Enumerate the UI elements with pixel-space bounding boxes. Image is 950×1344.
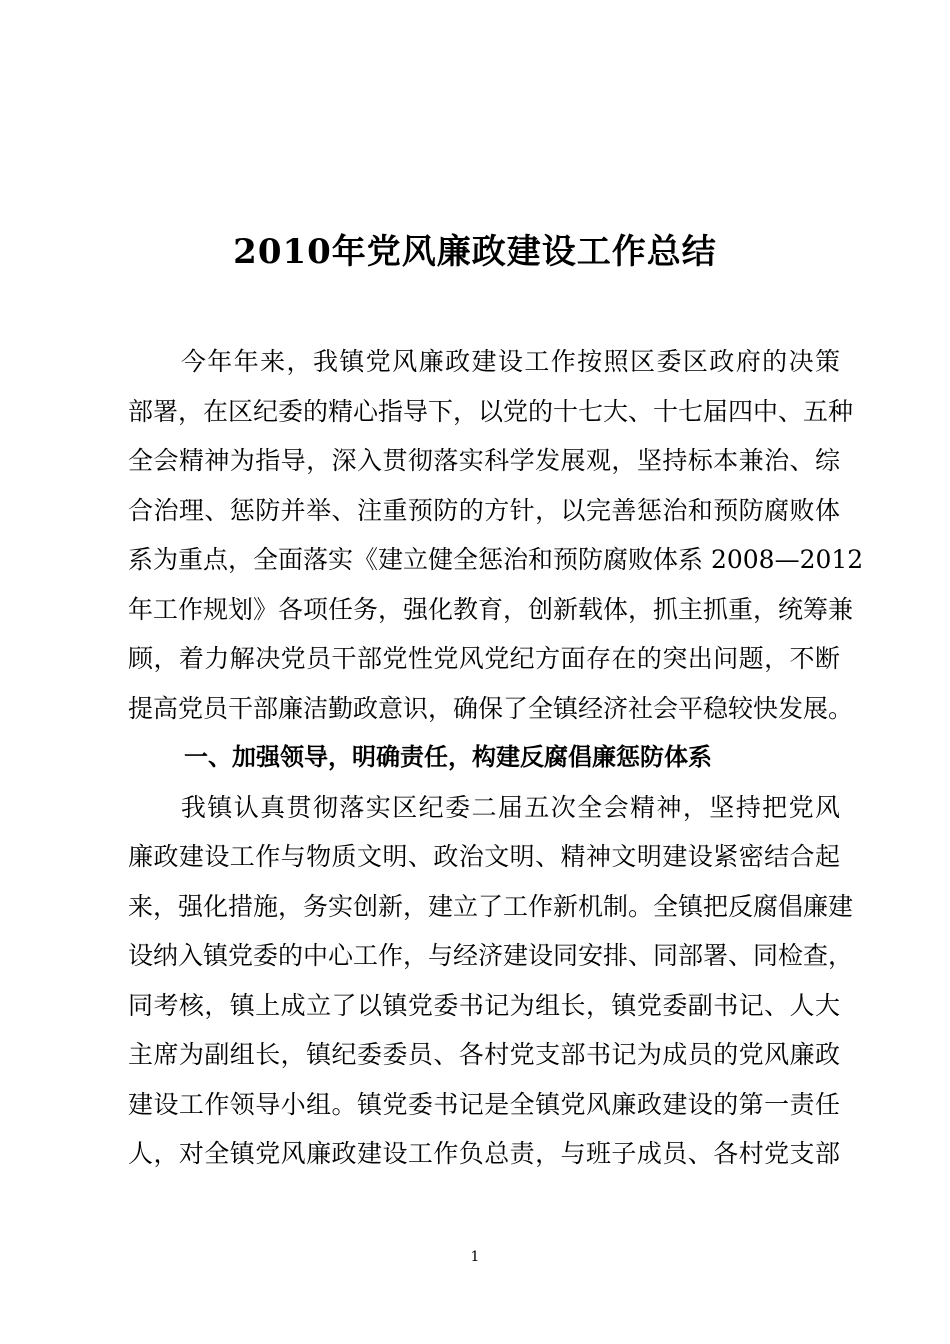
paragraph-line: 主席为副组长，镇纪委委员、各村党支部书记为成员的党风廉政 [128, 1040, 840, 1069]
paragraph-line: 合治理、惩防并举、注重预防的方针，以完善惩治和预防腐败体 [128, 495, 840, 525]
paragraph-line: 设纳入镇党委的中心工作，与经济建设同安排、同部署、同检查， [128, 941, 854, 970]
paragraph-line: 系为重点，全面落实《建立健全惩治和预防腐败体系 2008—2012 [128, 545, 864, 574]
paragraph-line: 人，对全镇党风廉政建设工作负总责，与班子成员、各村党支部 [128, 1139, 840, 1168]
paragraph-line: 部署，在区纪委的精心指导下，以党的十七大、十七届四中、五种 [128, 396, 854, 426]
document-title: 2010年党风廉政建设工作总结 [233, 232, 717, 272]
paragraph-line: 廉政建设工作与物质文明、政治文明、精神文明建设紧密结合起 [128, 842, 840, 871]
paragraph-line: 同考核，镇上成立了以镇党委书记为组长，镇党委副书记、人大 [128, 990, 840, 1020]
paragraph-line: 提高党员干部廉洁勤政意识，确保了全镇经济社会平稳较快发展。 [128, 693, 854, 723]
paragraph-line: 来，强化措施，务实创新，建立了工作新机制。全镇把反腐倡廉建 [128, 891, 854, 921]
document-body [128, 337, 864, 1179]
paragraph-line: 我镇认真贯彻落实区纪委二届五次全会精神，坚持把党风 [128, 792, 840, 822]
paragraph-line: 今年年来，我镇党风廉政建设工作按照区委区政府的决策 [128, 347, 840, 376]
paragraph-line: 全会精神为指导，深入贯彻落实科学发展观，坚持标本兼治、综 [128, 446, 840, 475]
paragraph-line: 年工作规划》各项任务，强化教育，创新载体，抓主抓重，统筹兼 [128, 594, 854, 624]
page-number: 1 [470, 1249, 480, 1265]
paragraph-line: 建设工作领导小组。镇党委书记是全镇党风廉政建设的第一责任 [128, 1089, 840, 1119]
paragraph-line: 顾，着力解决党员干部党性党风党纪方面存在的突出问题，不断 [128, 644, 840, 673]
section-heading: 一、加强领导，明确责任，构建反腐倡廉惩防体系 [184, 743, 712, 771]
